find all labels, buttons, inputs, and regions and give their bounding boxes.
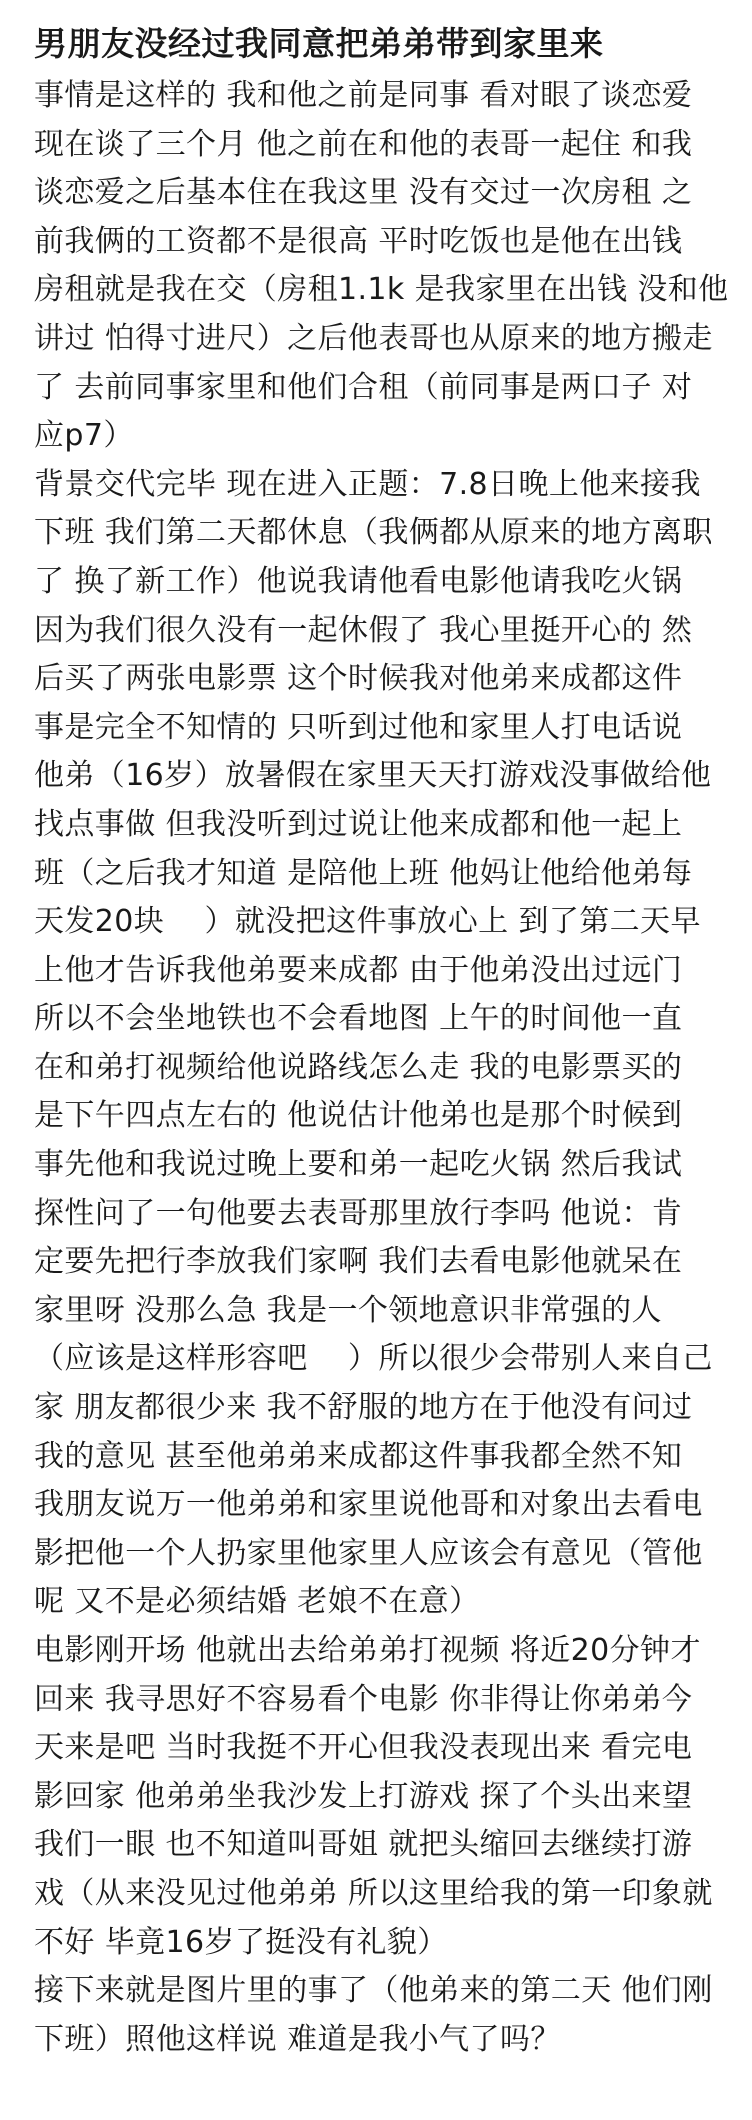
post-body-line: 我的意见 甚至他弟弟来成都这件事我都全然不知 — [34, 1438, 683, 1474]
post-body-line: 家里呀 没那么急 我是一个领地意识非常强的人 — [34, 1292, 662, 1328]
post-body-line: 接下来就是图片里的事了（他弟来的第二天 他们刚 — [34, 1973, 713, 2009]
post-body — [34, 72, 728, 2064]
post-body-line: 探性问了一句他要去表哥那里放行李吗 他说：肯 — [34, 1195, 683, 1231]
post-body-line: 房租就是我在交（房租1.1k 是我家里在出钱 没和他 — [34, 272, 729, 308]
post-body-line: 了 换了新工作）他说我请他看电影他请我吃火锅 — [34, 563, 683, 599]
post-body-line: 事是完全不知情的 只听到过他和家里人打电话说 — [34, 709, 683, 745]
post-body-line: 找点事做 但我没听到过说让他来成都和他一起上 — [34, 806, 683, 842]
post-body-line: 下班）照他这样说 难道是我小气了吗？ — [34, 2021, 561, 2057]
post-body-line: 前我俩的工资都不是很高 平时吃饭也是他在出钱 — [34, 223, 683, 259]
post-body-line: 电影刚开场 他就出去给弟弟打视频 将近20分钟才 — [34, 1633, 701, 1668]
post-body-line: 下班 我们第二天都休息（我俩都从原来的地方离职 — [34, 515, 713, 551]
post-body-line: 谈恋爱之后基本住在我这里 没有交过一次房租 之 — [34, 175, 693, 211]
post-body-line: 所以不会坐地铁也不会看地图 上午的时间他一直 — [34, 1001, 683, 1037]
post-body-line: 影把他一个人扔家里他家里人应该会有意见（管他 — [34, 1535, 703, 1571]
post-body-line: 天来是吧 当时我挺不开心但我没表现出来 看完电 — [34, 1730, 693, 1766]
post-body-line: 我朋友说万一他弟弟和家里说他哥和对象出去看电 — [34, 1487, 703, 1523]
post-body-line: 我们一眼 也不知道叫哥姐 就把头缩回去继续打游 — [34, 1827, 693, 1863]
post-title: 男朋友没经过我同意把弟弟带到家里来 — [34, 24, 604, 63]
post-body-line: 家 朋友都很少来 我不舒服的地方在于他没有问过 — [34, 1390, 693, 1426]
post-body-line: （应该是这样形容吧 ）所以很少会带别人来自己 — [34, 1341, 713, 1377]
post-body-line: 不好 毕竟16岁了挺没有礼貌） — [34, 1924, 448, 1960]
post-body-line: 戏（从来没见过他弟弟 所以这里给我的第一印象就 — [34, 1875, 713, 1911]
post-body-line: 事情是这样的 我和他之前是同事 看对眼了谈恋爱 — [34, 78, 693, 113]
post-body-line: 事先他和我说过晚上要和弟一起吃火锅 然后我试 — [34, 1147, 683, 1183]
post-body-line: 在和弟打视频给他说路线怎么走 我的电影票买的 — [34, 1049, 683, 1085]
post-body-line: 上他才告诉我他弟要来成都 由于他弟没出过远门 — [34, 952, 683, 988]
post-body-line: 回来 我寻思好不容易看个电影 你非得让你弟弟今 — [34, 1681, 693, 1717]
post-body-line: 影回家 他弟弟坐我沙发上打游戏 探了个头出来望 — [34, 1778, 693, 1814]
post-body-line: 背景交代完毕 现在进入正题：7.8日晚上他来接我 — [34, 466, 701, 502]
post-body-line: 现在谈了三个月 他之前在和他的表哥一起住 和我 — [34, 126, 693, 162]
post-body-line: 定要先把行李放我们家啊 我们去看电影他就呆在 — [34, 1244, 683, 1280]
post-body-line: 讲过 怕得寸进尺）之后他表哥也从原来的地方搬走 — [34, 320, 713, 356]
post-body-line: 是下午四点左右的 他说估计他弟也是那个时候到 — [34, 1098, 683, 1134]
post-body-line: 呢 又不是必须结婚 老娘不在意） — [34, 1584, 480, 1620]
post-body-line: 因为我们很久没有一起休假了 我心里挺开心的 然 — [34, 612, 693, 648]
post-body-line: 班（之后我才知道 是陪他上班 他妈让他给他弟每 — [34, 855, 693, 891]
post-body-line: 应p7） — [34, 418, 134, 454]
post-body-line: 他弟（16岁）放暑假在家里天天打游戏没事做给他 — [34, 758, 712, 794]
post-body-line: 了 去前同事家里和他们合租（前同事是两口子 对 — [34, 369, 693, 405]
post-body-line: 后买了两张电影票 这个时候我对他弟来成都这件 — [34, 661, 683, 697]
post-body-line: 天发20块 ）就没把这件事放心上 到了第二天早 — [34, 904, 701, 940]
